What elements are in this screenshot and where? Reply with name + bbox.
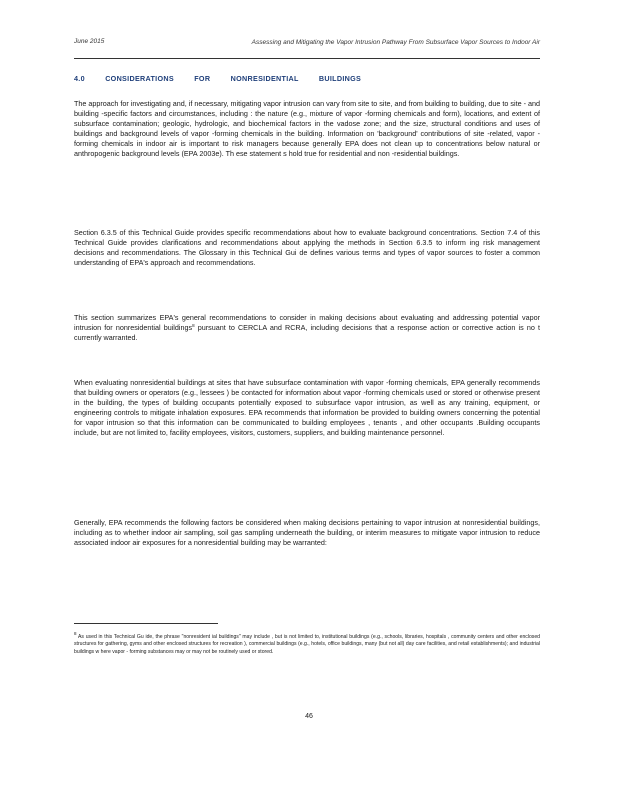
paragraph-section-references: Section 6.3.5 of this Technical Guide provides specific recommendations about how to evaluate background concentrations. Section 7.4 of this Technical Guide provides clarifications and recommendations about applying the methods in Section 6.3.5 to inform ing risk management decisions and recommendations. The Glossary in this Technical Gui de defines various terms and types of vapor sources to foster a common understanding of EPA's approach and recommendations.	[74, 228, 540, 267]
footnote	[74, 631, 540, 656]
footnote-separator	[74, 623, 218, 624]
paragraph-summary-text: This section summarizes EPA's general recommendations to consider in making decisions about evaluating and addressing potential vapor intrusion for nonresidential buildings	[74, 313, 540, 332]
paragraph-summary	[74, 313, 540, 343]
footnote-mark: 8	[74, 631, 77, 636]
header-title: Assessing and Mitigating the Vapor Intrusion Pathway From Subsurface Vapor Sources to Indoor Air	[251, 39, 540, 46]
header-rule	[74, 58, 540, 59]
paragraph-summary-text-continued: pursuant to CERCLA and RCRA, including decisions that a response action or corrective action is no t currently warranted.	[74, 323, 540, 342]
paragraph-approach: The approach for investigating and, if necessary, mitigating vapor intrusion can vary from site to site, and from building to building, due to site - and building -specific factors and circumstances, including : the nature (e.g., mixture of vapor -forming chemicals and form), locations, and extent of subsurface contamination; geologic, hydrologic, and biochemical factors in the vadose zone; and the size, structural conditions and uses of buildings and background levels of vapor -forming chemicals in the building. Information on 'background' contributions of site -related, vapor - forming chemicals in indoor air is important to risk managers because generally EPA does not clean up to concentrations below natural or anthropogenic background levels (EPA 2003e). Th ese statement s hold true for residential and non -residential buildings.	[74, 99, 540, 158]
footnote-reference-mark[interactable]: 8	[192, 323, 195, 328]
header-date: June 2015	[74, 38, 105, 45]
paragraph-evaluating-buildings: When evaluating nonresidential buildings at sites that have subsurface contamination with vapor -forming chemicals, EPA generally recommends that building owners or operators (e.g., lessees ) be contacted for information about vapor -forming chemicals used or stored or otherwise present in the building, the types of building occupants potentially exposed to subsurface vapor intrusion, as well as any training, equipment, or engineering controls to mitigate inhalation exposures. EPA recommends that information be provided to building owners concerning the potential for vapor intrusion so that this information can be communicated to building employees , tenants , and other occupants .Building occupants include, but are not limited to, facility employees, visitors, customers, suppliers, and building maintenance personnel.	[74, 378, 540, 437]
footnote-text: As used in this Technical Gu ide, the phrase "nonresident ial buildings" may include , but is not limited to, institutional buildings (e.g., schools, libraries, hospitals , community centers and other enclosed structures for gathering, gyms and other enclosed structures for recreation ), commercial buildings (e.g., hotels, office buildings, many (but not all) day care facilities, and retail establishments); and industrial buildings w here vapor - forming substances may or may not be routinely used or stored.	[74, 634, 540, 655]
page-number: 46	[305, 713, 313, 720]
section-heading: 4.0 CONSIDERATIONS FOR NONRESIDENTIAL BUILDINGS	[74, 74, 362, 83]
paragraph-factors: Generally, EPA recommends the following factors be considered when making decisions pertaining to vapor intrusion at nonresidential buildings, including as to whether indoor air sampling, soil gas sampling underneath the building, or interim measures to mitigate vapor intrusion to reduce associated indoor air exposures for a nonresidential building may be warranted:	[74, 518, 540, 547]
